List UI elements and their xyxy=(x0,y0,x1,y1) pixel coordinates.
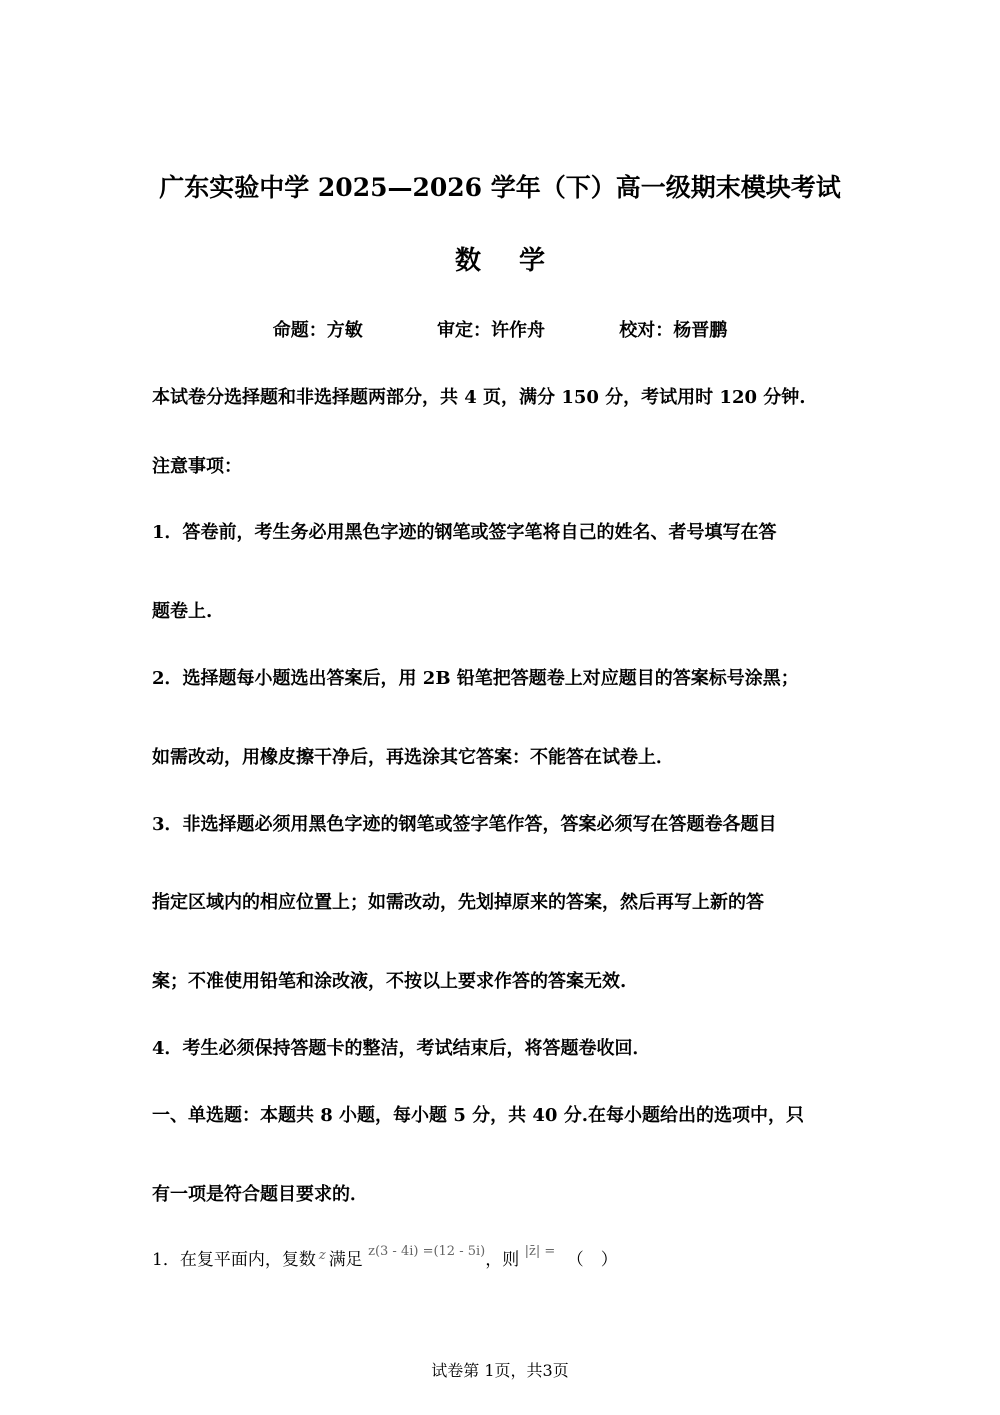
question-1-mid: 满足 xyxy=(328,1250,363,1270)
exam-title: 广东实验中学 2025—2026 学年（下）高一级期末模块考试 xyxy=(159,173,841,202)
question-1-blank: （ ） xyxy=(566,1250,618,1270)
question-1-prefix: 1．在复平面内，复数 xyxy=(152,1250,316,1270)
section-heading-cont: 有一项是符合题目要求的． xyxy=(152,1184,368,1205)
credit-reviewer: 审定：许作舟 xyxy=(437,320,545,341)
question-1-equation: z(3 - 4i) =(12 - 5i) xyxy=(368,1244,486,1259)
page-footer: 试卷第 1页，共3页 xyxy=(431,1361,569,1380)
question-1-var: z xyxy=(318,1248,326,1263)
notice-line: 指定区域内的相应位置上；如需改动，先划掉原来的答案，然后再写上新的答 xyxy=(152,892,764,913)
notice-line: 题卷上. xyxy=(152,601,213,622)
notice-line: 1．答卷前，考生务必用黑色字迹的钢笔或签字笔将自己的姓名、者号填写在答 xyxy=(152,522,777,543)
question-1 xyxy=(152,1245,618,1270)
subject-heading: 数学 xyxy=(454,246,583,276)
notice-line: 3．非选择题必须用黑色字迹的钢笔或签字笔作答，答案必须写在答题卷各题目 xyxy=(152,814,777,835)
notice-line: 2．选择题每小题选出答案后，用 2B 铅笔把答题卷上对应题目的答案标号涂黑； xyxy=(152,668,799,689)
notice-line: 案；不准使用铅笔和涂改液，不按以上要求作答的答案无效. xyxy=(152,971,627,992)
question-1-target: |z̄| = xyxy=(524,1244,556,1259)
notice-line: 如需改动，用橡皮擦干净后，再选涂其它答案：不能答在试卷上． xyxy=(152,747,674,768)
notice-line: 4．考生必须保持答题卡的整洁，考试结束后，将答题卷收回． xyxy=(152,1038,651,1059)
credit-author: 命题：方敏 xyxy=(272,320,363,341)
notice-heading: 注意事项： xyxy=(152,456,242,477)
section-heading: 一、单选题：本题共 8 小题，每小题 5 分，共 40 分.在每小题给出的选项中，只 xyxy=(152,1105,804,1126)
exam-intro: 本试卷分选择题和非选择题两部分，共 4 页，满分 150 分，考试用时 120 分钟. xyxy=(152,387,806,408)
credit-proofreader: 校对：杨晋鹏 xyxy=(619,320,728,341)
credits-line xyxy=(0,316,1000,342)
question-1-suffix: ，则 xyxy=(485,1250,520,1270)
